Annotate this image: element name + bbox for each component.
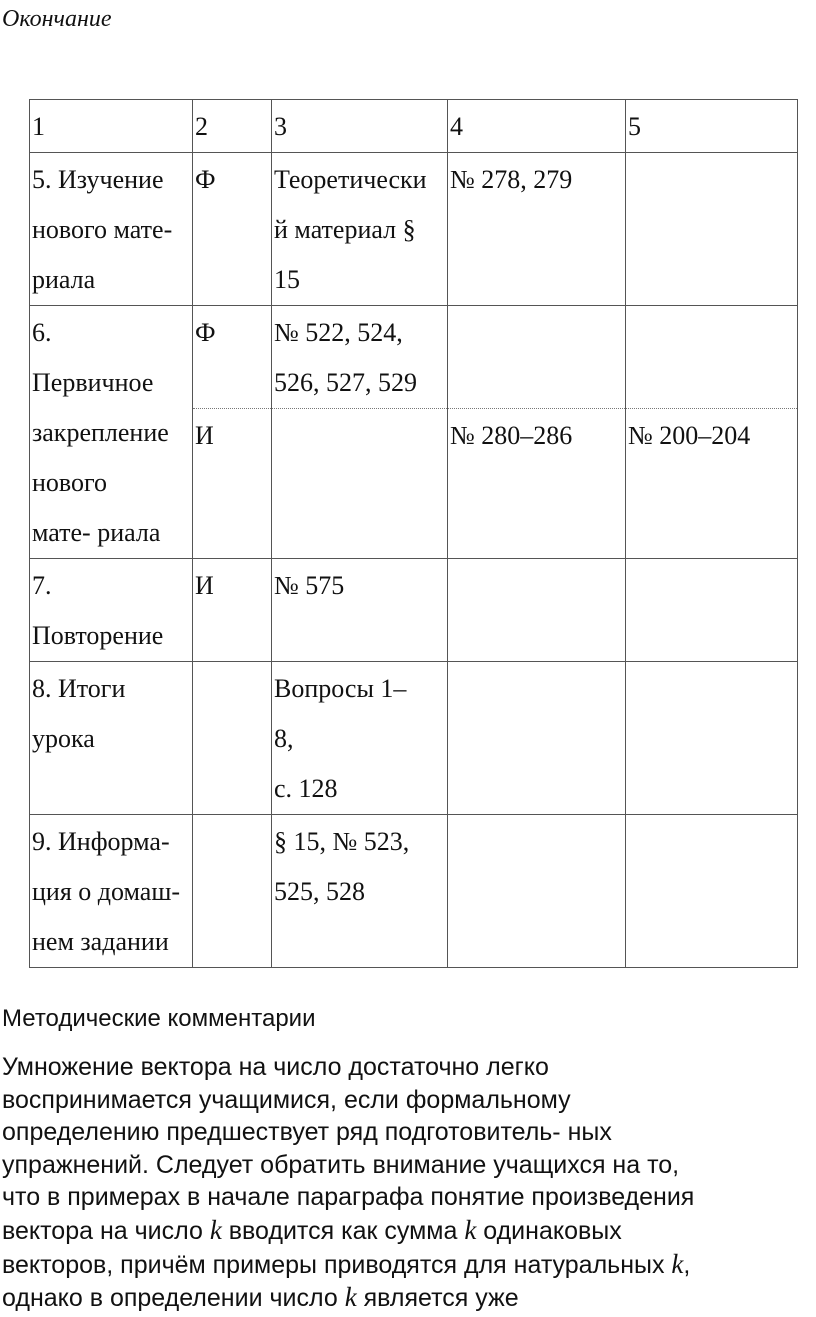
exercise-cell <box>448 306 626 409</box>
stage-line: 9. Информа- <box>32 827 170 856</box>
form-cell <box>193 815 272 968</box>
stage-line: мате- риала <box>32 518 161 547</box>
variable-k: k <box>344 1282 357 1313</box>
stage-line: нем задании <box>32 927 169 956</box>
stage-line: закрепление <box>32 418 169 447</box>
task-line: Теоретически <box>274 165 427 194</box>
table-row-new-material <box>30 153 798 306</box>
exercise-cell: № 280–286 <box>448 409 626 559</box>
exercise-cell <box>448 815 626 968</box>
header-cell-2: 2 <box>193 100 272 153</box>
task-line: 526, 527, 529 <box>274 368 417 397</box>
extra-cell <box>626 153 798 306</box>
table-header-row <box>30 100 798 153</box>
extra-cell <box>626 662 798 815</box>
extra-cell <box>626 559 798 662</box>
stage-line: 6. <box>32 318 52 347</box>
stage-line: ция о домаш- <box>32 877 181 906</box>
paragraph-line: однако в определении число k является уже <box>2 1282 519 1313</box>
header-cell-3: 3 <box>272 100 448 153</box>
task-line: 8, <box>274 724 294 753</box>
paragraph-line: определению предшествует ряд подготовитель- ных <box>2 1118 612 1147</box>
paragraph-line: что в примерах в начале параграфа понятие произведения <box>2 1183 695 1212</box>
task-cell <box>272 153 448 306</box>
paragraph-line: воспринимается учащимися, если формальному <box>2 1085 571 1114</box>
section-heading: Методические комментарии <box>2 1005 316 1032</box>
stage-line: 5. Изучение <box>32 165 164 194</box>
exercise-cell <box>448 559 626 662</box>
table-row-repetition <box>30 559 798 662</box>
task-cell: № 575 <box>272 559 448 662</box>
task-line: с. 128 <box>274 774 338 803</box>
paragraph-line: Умножение вектора на число достаточно легко <box>2 1053 549 1081</box>
form-cell <box>193 662 272 815</box>
task-line: й материал § <box>274 215 416 244</box>
extra-cell <box>626 306 798 409</box>
stage-cell <box>30 153 193 306</box>
task-line: § 15, № 523, <box>274 827 410 856</box>
stage-line: урока <box>32 724 95 753</box>
variable-k: k <box>464 1214 477 1245</box>
task-cell <box>272 662 448 815</box>
task-cell <box>272 306 448 409</box>
paragraph-line: упражнений. Следует обратить внимание учащихся на то, <box>2 1150 680 1179</box>
continuation-label: Окончание <box>2 6 112 32</box>
form-cell: И <box>193 409 272 559</box>
task-cell <box>272 409 448 559</box>
stage-cell <box>30 662 193 815</box>
table-row-lesson-summary <box>30 662 798 815</box>
stage-line: 8. Итоги <box>32 674 126 703</box>
header-cell-5: 5 <box>626 100 798 153</box>
task-line: 15 <box>274 265 300 294</box>
variable-k: k <box>209 1214 222 1245</box>
extra-cell: № 200–204 <box>626 409 798 559</box>
form-cell: Ф <box>193 306 272 409</box>
stage-cell <box>30 815 193 968</box>
stage-line: риала <box>32 265 96 294</box>
stage-line: Повторение <box>32 621 164 650</box>
paragraph-line: векторов, причём примеры приводятся для натуральных k, <box>2 1248 691 1279</box>
table-row-homework <box>30 815 798 968</box>
form-cell: И <box>193 559 272 662</box>
stage-line: Первичное <box>32 368 154 397</box>
header-cell-1: 1 <box>30 100 193 153</box>
lesson-plan-table <box>29 99 798 968</box>
task-line: № 522, 524, <box>274 318 403 347</box>
stage-line: нового <box>32 468 108 497</box>
stage-cell <box>30 559 193 662</box>
task-cell <box>272 815 448 968</box>
paragraph-line: вектора на число k вводится как сумма k одинаковых <box>2 1214 622 1245</box>
task-line: Вопросы 1– <box>274 674 407 703</box>
form-cell: Ф <box>193 153 272 306</box>
commentary-paragraph <box>2 1051 802 1315</box>
exercise-cell: № 278, 279 <box>448 153 626 306</box>
table-row-first-consolidation-a <box>30 306 798 409</box>
stage-cell <box>30 306 193 559</box>
extra-cell <box>626 815 798 968</box>
exercise-cell <box>448 662 626 815</box>
stage-line: нового мате- <box>32 215 173 244</box>
task-line: 525, 528 <box>274 877 365 906</box>
variable-k: k <box>671 1248 684 1279</box>
stage-line: 7. <box>32 571 52 600</box>
header-cell-4: 4 <box>448 100 626 153</box>
